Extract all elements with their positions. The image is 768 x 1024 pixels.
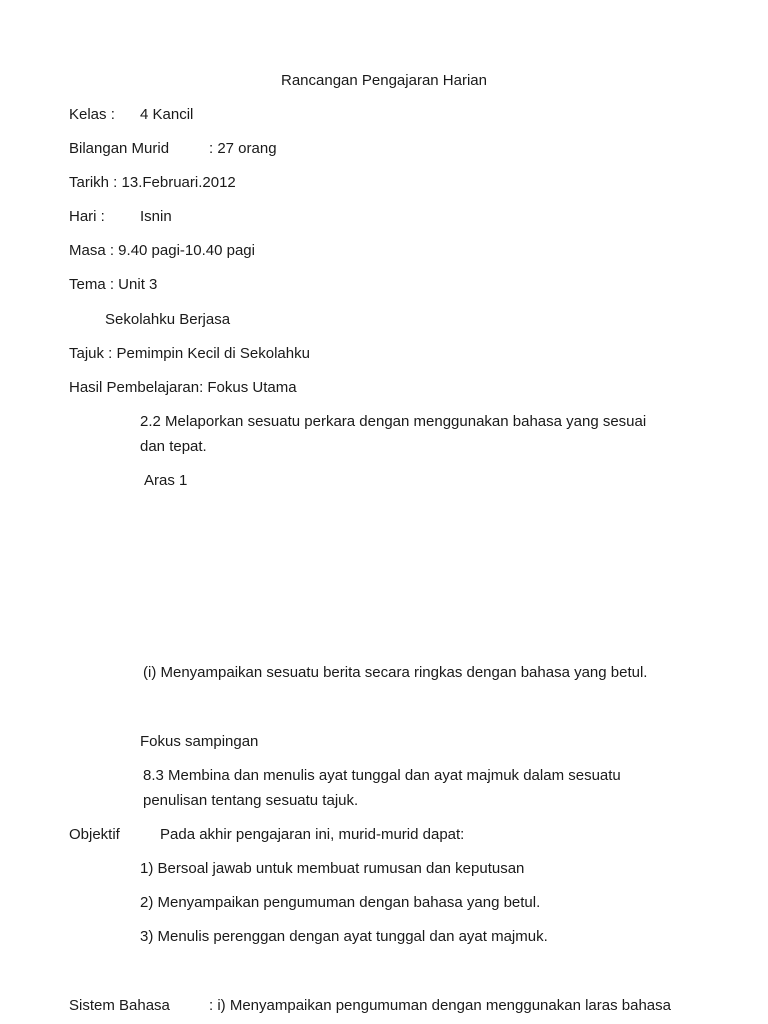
objektif-item: 3) Menulis perenggan dengan ayat tunggal dan ayat majmuk. xyxy=(140,928,548,945)
hasil-pembelajaran-heading: Hasil Pembelajaran: Fokus Utama xyxy=(69,379,297,396)
objektif-value: Pada akhir pengajaran ini, murid-murid dapat: xyxy=(160,826,465,843)
objektif-item: 1) Bersoal jawab untuk membuat rumusan dan keputusan xyxy=(140,860,525,877)
tema-sub-line: Sekolahku Berjasa xyxy=(105,311,231,328)
objektif-label: Objektif xyxy=(69,826,120,843)
kelas-value: 4 Kancil xyxy=(140,106,194,123)
document-title: Rancangan Pengajaran Harian xyxy=(281,72,487,89)
sistem-bahasa-label: Sistem Bahasa xyxy=(69,997,170,1014)
tajuk-line: Tajuk : Pemimpin Kecil di Sekolahku xyxy=(69,345,310,362)
fs-item-line-1: 8.3 Membina dan menulis ayat tunggal dan ayat majmuk dalam sesuatu xyxy=(143,767,621,784)
aras-label: Aras 1 xyxy=(144,472,188,489)
fokus-sampingan-heading: Fokus sampingan xyxy=(140,733,259,750)
masa-line: Masa : 9.40 pagi-10.40 pagi xyxy=(69,242,255,259)
hp-item-line-2: dan tepat. xyxy=(140,438,207,455)
hari-value: Isnin xyxy=(140,208,172,225)
hp-item-line-1: 2.2 Melaporkan sesuatu perkara dengan menggunakan bahasa yang sesuai xyxy=(140,413,647,430)
sistem-bahasa-value: : i) Menyampaikan pengumuman dengan menggunakan laras bahasa xyxy=(209,997,671,1014)
bilangan-murid-label: Bilangan Murid xyxy=(69,140,170,157)
tarikh-line: Tarikh : 13.Februari.2012 xyxy=(69,174,236,191)
objektif-item: 2) Menyampaikan pengumuman dengan bahasa yang betul. xyxy=(140,894,541,911)
aras-item: (i) Menyampaikan sesuatu berita secara ringkas dengan bahasa yang betul. xyxy=(143,664,648,681)
bilangan-murid-value: : 27 orang xyxy=(209,140,277,157)
tema-line: Tema : Unit 3 xyxy=(69,276,158,293)
kelas-label: Kelas : xyxy=(69,106,115,123)
hari-label: Hari : xyxy=(69,208,105,225)
fs-item-line-2: penulisan tentang sesuatu tajuk. xyxy=(143,792,359,809)
